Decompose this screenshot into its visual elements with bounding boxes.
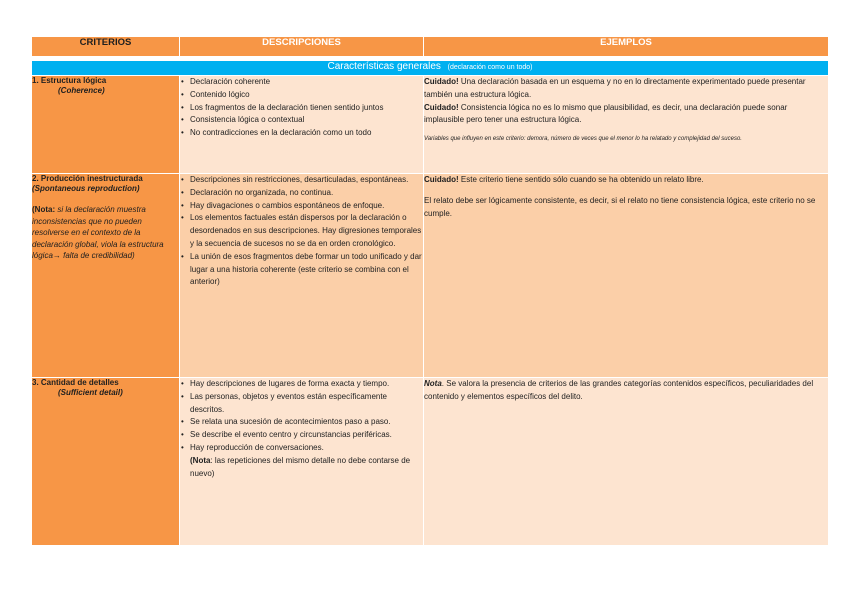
criterion-subtitle: (Coherence) bbox=[58, 86, 105, 95]
description-cell-2 bbox=[180, 174, 424, 378]
description-cell-1 bbox=[180, 76, 424, 174]
bullet-icon: • bbox=[181, 379, 184, 388]
criterion-row-3 bbox=[32, 378, 829, 546]
list-item: • Contenido lógico bbox=[180, 89, 423, 102]
criterion-title: 2. Producción inestructurada bbox=[32, 174, 143, 183]
bullet-icon: • bbox=[181, 89, 184, 99]
description-cell-3 bbox=[180, 378, 424, 546]
example-paragraph: Cuidado! Este criterio tiene sentido sólo cuando se ha obtenido un relato libre. bbox=[424, 175, 704, 184]
list-item: • Se describe el evento centro y circunstancias periféricas. bbox=[180, 429, 423, 442]
list-item: • Declaración coherente bbox=[180, 76, 423, 89]
example-cell-1 bbox=[424, 76, 829, 174]
bullet-icon: • bbox=[181, 77, 184, 86]
list-item: • La unión de esos fragmentos debe formar un todo unificado y dar lugar a una historia coherente (este criterio se combina con el anterior) bbox=[181, 251, 422, 287]
list-item: • Los elementos factuales están dispersos por la declaración o desordenados en sus descripciones. Hay digresiones temporales y la secuencia de sucesos no se da en orden cronológico. bbox=[181, 213, 422, 248]
list-item: • Hay divagaciones o cambios espontáneos de enfoque. bbox=[180, 200, 423, 213]
criterion-note: (Nota: si la declaración muestra inconsistencias que no pueden resolverse en el contexto de la declaración global, viola la estructura lógica→ falta de credibilidad) bbox=[32, 205, 164, 260]
criterion-subtitle: (Sufficient detail) bbox=[58, 388, 123, 397]
bullet-icon: • bbox=[181, 430, 184, 440]
criterion-row-2 bbox=[32, 174, 829, 378]
bullet-icon: • bbox=[181, 213, 184, 223]
bullet-icon: • bbox=[181, 200, 184, 210]
bullet-icon: • bbox=[181, 391, 184, 401]
list-item: • Hay reproducción de conversaciones. bbox=[180, 442, 423, 455]
banner-title: Características generales bbox=[327, 61, 441, 72]
list-item: • Declaración no organizada, no continua. bbox=[180, 187, 423, 200]
bullet-icon: • bbox=[181, 251, 184, 261]
list-item: • Hay descripciones de lugares de forma exacta y tiempo. bbox=[180, 378, 423, 391]
list-item-note: (Nota: las repeticiones del mismo detalle no debe contarse de nuevo) bbox=[190, 455, 411, 478]
example-paragraph: Cuidado! Una declaración basada en un esquema y no en lo directamente experimentado puede presentar también una estructura lógica. bbox=[424, 77, 806, 99]
header-row bbox=[32, 37, 829, 57]
bullet-icon: • bbox=[181, 115, 184, 125]
list-item: • Consistencia lógica o contextual bbox=[180, 114, 423, 127]
criterion-cell-1 bbox=[32, 76, 180, 174]
criterion-title: 3. Cantidad de detalles bbox=[32, 378, 119, 387]
criterion-title: 1. Estructura lógica bbox=[32, 76, 107, 85]
bullet-icon: • bbox=[181, 417, 184, 427]
header-ejemplos: EJEMPLOS bbox=[424, 37, 829, 57]
section-banner bbox=[32, 61, 829, 76]
criterion-subtitle: (Spontaneous reproduction) bbox=[32, 184, 140, 193]
example-paragraph: Nota. Se valora la presencia de criterios de las grandes categorías contenidos específicos, peculiaridades del contenido y elementos específicos del delito. bbox=[424, 379, 814, 401]
bullet-icon: • bbox=[181, 102, 184, 112]
bullet-icon: • bbox=[181, 128, 184, 138]
list-item: • Se relata una sucesión de acontecimientos paso a paso. bbox=[180, 416, 423, 429]
banner-subtitle: (declaración como un todo) bbox=[447, 64, 533, 71]
criterion-cell-3 bbox=[32, 378, 180, 546]
example-paragraph: El relato debe ser lógicamente consistente, es decir, si el relato no tiene consistencia lógica, este criterio no se cumple. bbox=[424, 195, 816, 218]
header-criterios: CRITERIOS bbox=[32, 37, 180, 57]
criteria-table bbox=[31, 36, 829, 546]
list-item: • Las personas, objetos y eventos están específicamente descritos. bbox=[181, 391, 388, 414]
list-item: • Los fragmentos de la declaración tienen sentido juntos bbox=[180, 102, 423, 115]
criteria-table-page bbox=[31, 36, 828, 546]
bullet-icon: • bbox=[181, 187, 184, 197]
list-item: • No contradicciones en la declaración como un todo bbox=[180, 127, 423, 140]
example-paragraph: Cuidado! Consistencia lógica no es lo mismo que plausibilidad, es decir, una declaración puede sonar implausible pero tener una estructura lógica. bbox=[424, 102, 788, 125]
header-descripciones: DESCRIPCIONES bbox=[180, 37, 424, 57]
criterion-cell-2 bbox=[32, 174, 180, 378]
list-item: • Descripciones sin restricciones, desarticuladas, espontáneas. bbox=[180, 174, 423, 187]
example-cell-2 bbox=[424, 174, 829, 378]
bullet-icon: • bbox=[181, 442, 184, 452]
banner-row bbox=[32, 61, 829, 76]
example-variables-note: Variables que influyen en este criterio: demora, número de veces que el menor lo ha relatado y complejidad del suceso. bbox=[424, 136, 742, 143]
criterion-row-1 bbox=[32, 76, 829, 174]
example-cell-3 bbox=[424, 378, 829, 546]
bullet-icon: • bbox=[181, 175, 184, 184]
